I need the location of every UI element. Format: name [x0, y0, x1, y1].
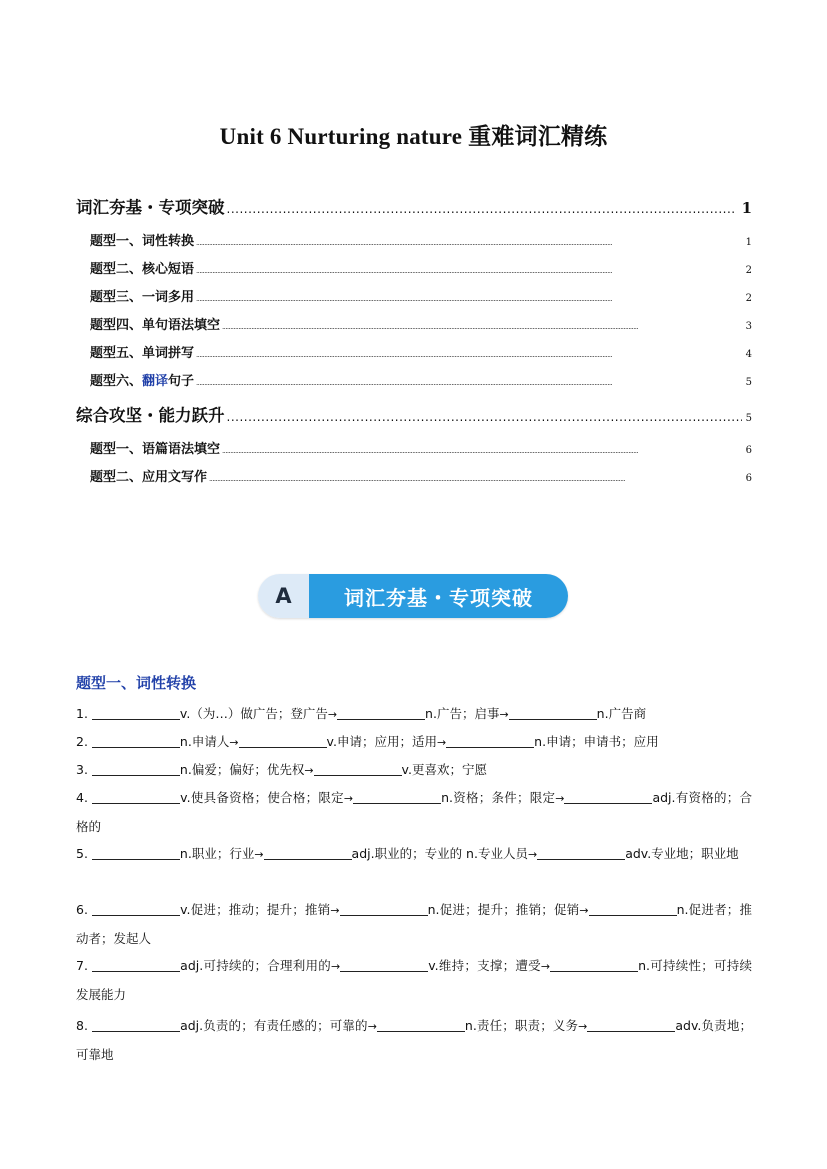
arrow-icon: → — [367, 1020, 377, 1033]
toc-page-number: 6 — [745, 473, 752, 484]
toc-label: 题型五、单词拼写 — [90, 346, 195, 361]
toc-entry-a3[interactable] — [90, 286, 752, 305]
exercise-hint: n.申请人 — [179, 734, 230, 749]
answer-blank[interactable] — [337, 706, 425, 720]
exercise-hint: adj.有资格的；合格的 — [76, 790, 752, 834]
exercise-hint: v.维持；支撑；遭受 — [428, 958, 541, 973]
exercise-number: 7. — [76, 958, 88, 973]
toc-page-number: 2 — [745, 265, 752, 276]
arrow-icon: → — [330, 904, 340, 917]
arrow-icon: → — [254, 848, 264, 861]
arrow-icon: → — [304, 764, 314, 777]
toc-label-highlight: 翻译 — [142, 374, 169, 389]
toc-page-number: 3 — [745, 321, 752, 332]
arrow-icon: → — [527, 848, 538, 861]
toc-entry-a6[interactable] — [90, 370, 752, 389]
section-heading: 题型一、词性转换 — [76, 674, 197, 692]
toc-leader — [209, 475, 742, 483]
exercise-hint: n.申请；申请书；应用 — [534, 734, 659, 749]
toc-leader — [196, 351, 742, 359]
toc-page-number: 1 — [741, 199, 752, 217]
exercise-hint: n.职业；行业 — [179, 846, 255, 861]
toc-label: 题型二、应用文写作 — [90, 470, 208, 485]
answer-blank[interactable] — [509, 706, 597, 720]
exercise-item — [76, 840, 752, 869]
exercise-item — [76, 756, 752, 785]
toc-leader — [196, 379, 742, 387]
answer-blank[interactable] — [92, 706, 180, 720]
arrow-icon: → — [579, 904, 589, 917]
answer-blank[interactable] — [92, 958, 180, 972]
toc-entry-a2[interactable] — [90, 258, 752, 277]
answer-blank[interactable] — [564, 790, 652, 804]
exercise-hint: n.可持续性；可持续发展能力 — [76, 958, 752, 1002]
toc-leader — [227, 410, 743, 424]
toc-label: 题型一、语篇语法填空 — [90, 442, 221, 457]
toc-leader — [222, 447, 742, 455]
exercise-hint: v.（为…）做广告；登广告 — [179, 706, 328, 721]
exercise-hint: n.资格；条件；限定 — [441, 790, 556, 805]
exercise-hint: adj.可持续的；合理利用的 — [180, 958, 331, 973]
answer-blank[interactable] — [92, 790, 180, 804]
arrow-icon: → — [555, 792, 565, 805]
toc-leader — [196, 239, 742, 247]
exercise-hint: adv.负责地；可靠地 — [76, 1018, 752, 1062]
exercise-item — [76, 896, 752, 953]
exercise-item — [76, 700, 752, 729]
answer-blank[interactable] — [550, 958, 638, 972]
answer-blank[interactable] — [537, 846, 625, 860]
exercise-number: 8. — [76, 1018, 88, 1033]
exercise-number: 1. — [76, 706, 88, 721]
toc-label — [90, 370, 194, 389]
section-banner — [258, 574, 568, 618]
exercise-item — [76, 728, 752, 757]
answer-blank[interactable] — [589, 902, 677, 916]
toc-leader — [196, 267, 742, 275]
answer-blank[interactable] — [587, 1018, 675, 1032]
arrow-icon: → — [343, 792, 354, 805]
toc-entry-a4[interactable] — [90, 314, 752, 333]
answer-blank[interactable] — [92, 762, 180, 776]
banner-letter: A — [258, 574, 309, 618]
answer-blank[interactable] — [92, 846, 180, 860]
toc-leader — [222, 323, 742, 331]
toc-label-suffix: 句子 — [168, 374, 195, 389]
exercise-hint: n.偏爱；偏好；优先权 — [179, 762, 305, 777]
answer-blank[interactable] — [92, 902, 180, 916]
answer-blank[interactable] — [377, 1018, 465, 1032]
answer-blank[interactable] — [264, 846, 352, 860]
toc-label-prefix: 题型六、 — [90, 374, 143, 389]
exercise-item — [76, 1012, 752, 1069]
exercise-hint: n.广告；启事 — [425, 706, 500, 721]
exercise-hint: v.更喜欢；宁愿 — [401, 762, 487, 777]
toc-label: 题型一、词性转换 — [90, 234, 195, 249]
arrow-icon: → — [436, 736, 447, 749]
toc-label: 题型三、一词多用 — [90, 290, 195, 305]
toc-page-number: 1 — [745, 237, 752, 248]
toc-label: 题型四、单句语法填空 — [90, 318, 221, 333]
toc-entry-b1[interactable] — [90, 438, 752, 457]
answer-blank[interactable] — [92, 734, 180, 748]
toc-page-number: 5 — [745, 377, 752, 388]
toc-entry-b2[interactable] — [90, 466, 752, 485]
exercise-hint: n.促进者；推动者；发起人 — [76, 902, 752, 946]
exercise-item — [76, 784, 752, 841]
answer-blank[interactable] — [340, 958, 428, 972]
toc-entry-a1[interactable] — [90, 230, 752, 249]
toc-label: 综合攻坚・能力跃升 — [76, 406, 225, 425]
answer-blank[interactable] — [353, 790, 441, 804]
exercise-number: 4. — [76, 790, 88, 805]
banner-text: 词汇夯基・专项突破 — [309, 574, 568, 618]
exercise-hint: v.使具备资格；使合格；限定 — [180, 790, 344, 805]
arrow-icon: → — [540, 960, 551, 973]
toc-label: 题型二、核心短语 — [90, 262, 195, 277]
answer-blank[interactable] — [446, 734, 534, 748]
toc-leader — [196, 295, 742, 303]
exercise-hint: v.申请；应用；适用 — [326, 734, 437, 749]
toc-entry-part-b[interactable] — [76, 402, 752, 426]
toc-entry-part-a[interactable] — [76, 194, 752, 218]
toc-page-number: 5 — [745, 413, 752, 424]
answer-blank[interactable] — [239, 734, 327, 748]
exercise-number: 2. — [76, 734, 88, 749]
answer-blank[interactable] — [340, 902, 428, 916]
arrow-icon: → — [327, 708, 338, 721]
exercise-hint: n.责任；职责；义务 — [464, 1018, 579, 1033]
exercise-number: 5. — [76, 846, 88, 861]
arrow-icon: → — [499, 708, 509, 721]
arrow-icon: → — [578, 1020, 588, 1033]
arrow-icon: → — [229, 736, 239, 749]
exercise-hint: adj.负责的；有责任感的；可靠的 — [180, 1018, 368, 1033]
document-title: Unit 6 Nurturing nature 重难词汇精练 — [219, 124, 608, 149]
toc-page-number: 6 — [745, 445, 752, 456]
toc-page-number: 4 — [745, 349, 752, 360]
toc-label: 词汇夯基・专项突破 — [76, 198, 225, 217]
toc-page-number: 2 — [745, 293, 752, 304]
exercise-hint: n.促进；提升；推销；促销 — [427, 902, 580, 917]
answer-blank[interactable] — [314, 762, 402, 776]
exercise-hint: adv.专业地；职业地 — [625, 846, 739, 861]
exercise-hint: adj.职业的；专业的 n.专业人员 — [351, 846, 528, 861]
exercise-number: 3. — [76, 762, 88, 777]
exercise-hint: v.促进；推动；提升；推销 — [180, 902, 331, 917]
exercise-item — [76, 952, 752, 1009]
exercise-number: 6. — [76, 902, 88, 917]
toc-leader — [227, 202, 735, 216]
answer-blank[interactable] — [92, 1018, 180, 1032]
toc-entry-a5[interactable] — [90, 342, 752, 361]
arrow-icon: → — [330, 960, 341, 973]
exercise-hint: n.广告商 — [596, 706, 647, 721]
